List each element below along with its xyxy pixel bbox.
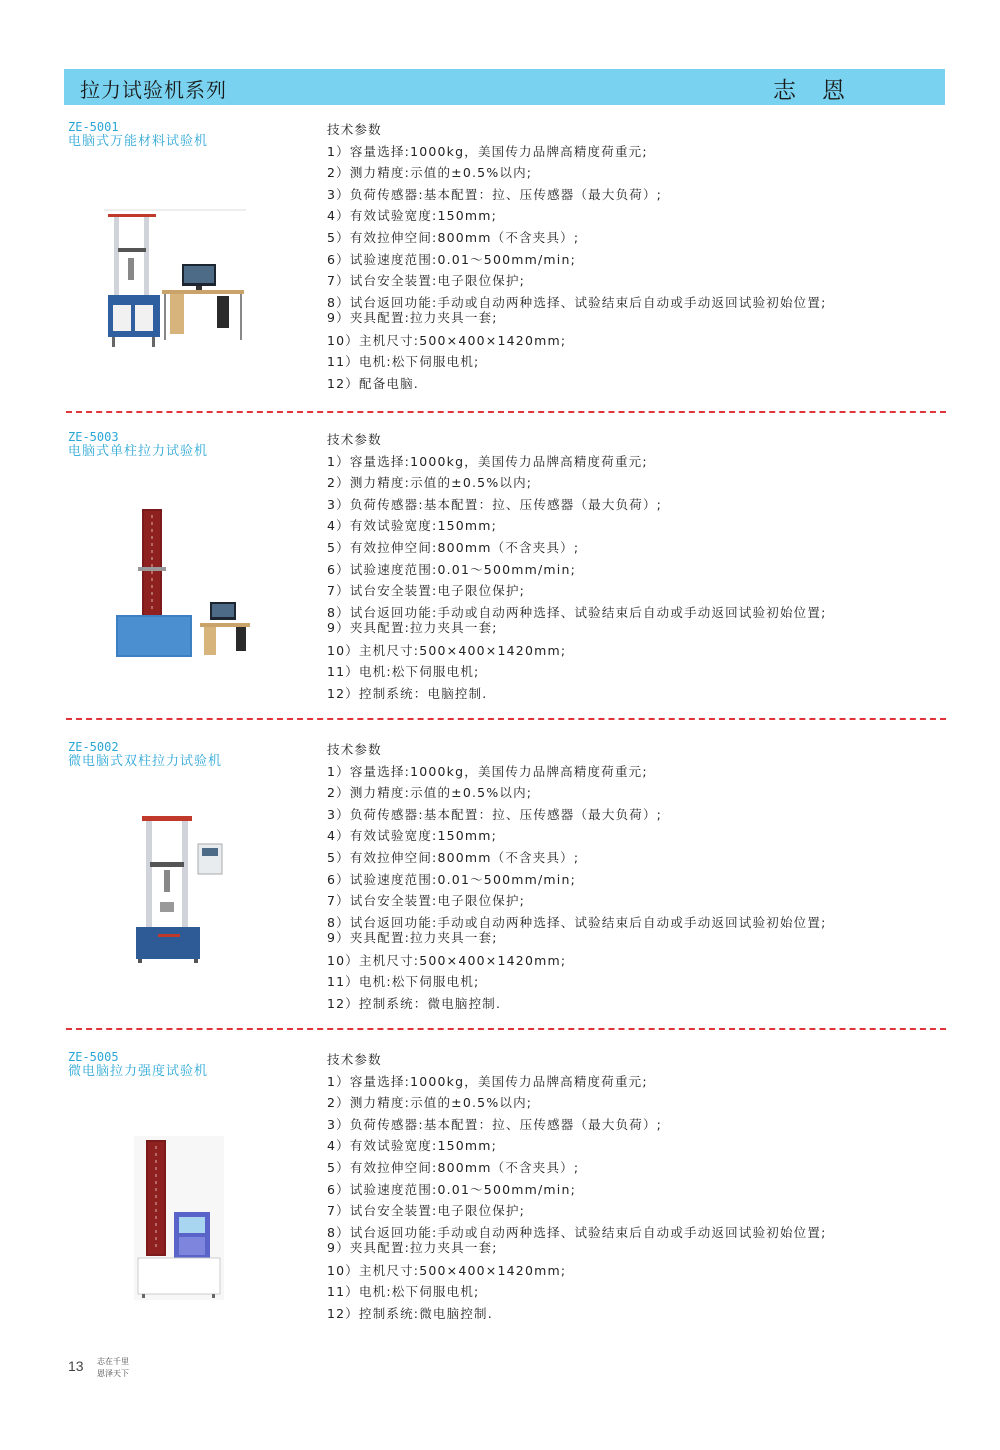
spec-item: 10）主机尺寸:500×400×1420mm; <box>327 952 567 968</box>
spec-item: 8）试台返回功能:手动或自动两种选择、试验结束后自动或手动返回试验初始位置; <box>327 294 827 310</box>
spec-item: 5）有效拉伸空间:800mm（不含夹具）; <box>327 1159 580 1175</box>
spec-item: 7）试台安全装置:电子限位保护; <box>327 1203 526 1219</box>
dual-column-microcomputer-tester-photo <box>124 814 228 964</box>
spec-item: 10）主机尺寸:500×400×1420mm; <box>327 332 567 348</box>
spec-item: 8）试台返回功能:手动或自动两种选择、试验结束后自动或手动返回试验初始位置; <box>327 604 827 620</box>
specs-heading: 技术参数 <box>327 1052 382 1067</box>
single-column-tester-with-computer-desk-photo <box>112 507 254 659</box>
product-code: ZE-5001 <box>68 120 119 134</box>
product-code: ZE-5005 <box>68 1050 119 1064</box>
product-name: 微电脑拉力强度试验机 <box>68 1064 209 1079</box>
spec-item: 1）容量选择:1000kg，美国传力品牌高精度荷重元; <box>327 143 648 159</box>
spec-item: 1）容量选择:1000kg，美国传力品牌高精度荷重元; <box>327 763 648 779</box>
dashed-separator <box>66 1028 946 1030</box>
dual-column-tester-with-computer-desk-photo <box>104 208 246 350</box>
spec-item: 10）主机尺寸:500×400×1420mm; <box>327 642 567 658</box>
spec-item: 11）电机:松下伺服电机; <box>327 974 480 990</box>
spec-item: 5）有效拉伸空间:800mm（不含夹具）; <box>327 229 580 245</box>
spec-item: 11）电机:松下伺服电机; <box>327 354 480 370</box>
spec-item: 6）试验速度范围:0.01～500mm/min; <box>327 1181 577 1197</box>
spec-item: 5）有效拉伸空间:800mm（不含夹具）; <box>327 539 580 555</box>
product-code: ZE-5003 <box>68 430 119 444</box>
spec-item: 4）有效试验宽度:150mm; <box>327 828 498 844</box>
spec-item: 2）测力精度:示值的±0.5%以内; <box>327 1095 533 1111</box>
product-name: 微电脑式双柱拉力试验机 <box>68 754 223 769</box>
series-header-band <box>64 69 945 105</box>
tech-spec-list <box>327 1050 927 1326</box>
spec-item: 8）试台返回功能:手动或自动两种选择、试验结束后自动或手动返回试验初始位置; <box>327 1224 827 1240</box>
spec-item: 1）容量选择:1000kg，美国传力品牌高精度荷重元; <box>327 453 648 469</box>
spec-item: 6）试验速度范围:0.01～500mm/min; <box>327 871 577 887</box>
single-column-microcomputer-tester-photo <box>134 1136 224 1300</box>
spec-item: 6）试验速度范围:0.01～500mm/min; <box>327 251 577 267</box>
spec-item: 11）电机:松下伺服电机; <box>327 664 480 680</box>
spec-item: 10）主机尺寸:500×400×1420mm; <box>327 1262 567 1278</box>
spec-item: 1）容量选择:1000kg，美国传力品牌高精度荷重元; <box>327 1073 648 1089</box>
spec-item: 9）夹具配置:拉力夹具一套; <box>327 619 498 635</box>
spec-item: 3）负荷传感器:基本配置：拉、压传感器（最大负荷）; <box>327 806 663 822</box>
product-name: 电脑式万能材料试验机 <box>68 134 209 149</box>
spec-item: 4）有效试验宽度:150mm; <box>327 518 498 534</box>
spec-item: 3）负荷传感器:基本配置：拉、压传感器（最大负荷）; <box>327 186 663 202</box>
spec-item: 9）夹具配置:拉力夹具一套; <box>327 929 498 945</box>
specs-heading: 技术参数 <box>327 432 382 447</box>
specs-heading: 技术参数 <box>327 122 382 137</box>
tech-spec-list <box>327 430 927 706</box>
dashed-separator <box>66 411 946 413</box>
spec-item: 5）有效拉伸空间:800mm（不含夹具）; <box>327 849 580 865</box>
tech-spec-list <box>327 120 927 396</box>
spec-item: 8）试台返回功能:手动或自动两种选择、试验结束后自动或手动返回试验初始位置; <box>327 914 827 930</box>
footer-slogan <box>97 1356 129 1380</box>
spec-item: 12）控制系统：微电脑控制. <box>327 995 502 1011</box>
spec-item: 12）配备电脑. <box>327 375 419 391</box>
spec-item: 3）负荷传感器:基本配置：拉、压传感器（最大负荷）; <box>327 496 663 512</box>
series-title: 拉力试验机系列 <box>80 78 227 102</box>
spec-item: 6）试验速度范围:0.01～500mm/min; <box>327 561 577 577</box>
brand-name: 志恩 <box>773 78 871 104</box>
spec-item: 9）夹具配置:拉力夹具一套; <box>327 309 498 325</box>
spec-item: 12）控制系统:微电脑控制. <box>327 1305 493 1321</box>
spec-item: 7）试台安全装置:电子限位保护; <box>327 893 526 909</box>
spec-item: 11）电机:松下伺服电机; <box>327 1284 480 1300</box>
tech-spec-list <box>327 740 927 1016</box>
spec-item: 4）有效试验宽度:150mm; <box>327 208 498 224</box>
page-number: 13 <box>68 1358 84 1374</box>
spec-item: 2）测力精度:示值的±0.5%以内; <box>327 785 533 801</box>
spec-item: 7）试台安全装置:电子限位保护; <box>327 273 526 289</box>
product-name: 电脑式单柱拉力试验机 <box>68 444 209 459</box>
specs-heading: 技术参数 <box>327 742 382 757</box>
spec-item: 7）试台安全装置:电子限位保护; <box>327 583 526 599</box>
slogan-line: 恩泽天下 <box>97 1369 129 1378</box>
spec-item: 12）控制系统：电脑控制. <box>327 685 488 701</box>
spec-item: 9）夹具配置:拉力夹具一套; <box>327 1239 498 1255</box>
dashed-separator <box>66 718 946 720</box>
slogan-line: 志在千里 <box>97 1357 129 1366</box>
product-code: ZE-5002 <box>68 740 119 754</box>
spec-item: 4）有效试验宽度:150mm; <box>327 1138 498 1154</box>
spec-item: 2）测力精度:示值的±0.5%以内; <box>327 165 533 181</box>
spec-item: 2）测力精度:示值的±0.5%以内; <box>327 475 533 491</box>
spec-item: 3）负荷传感器:基本配置：拉、压传感器（最大负荷）; <box>327 1116 663 1132</box>
